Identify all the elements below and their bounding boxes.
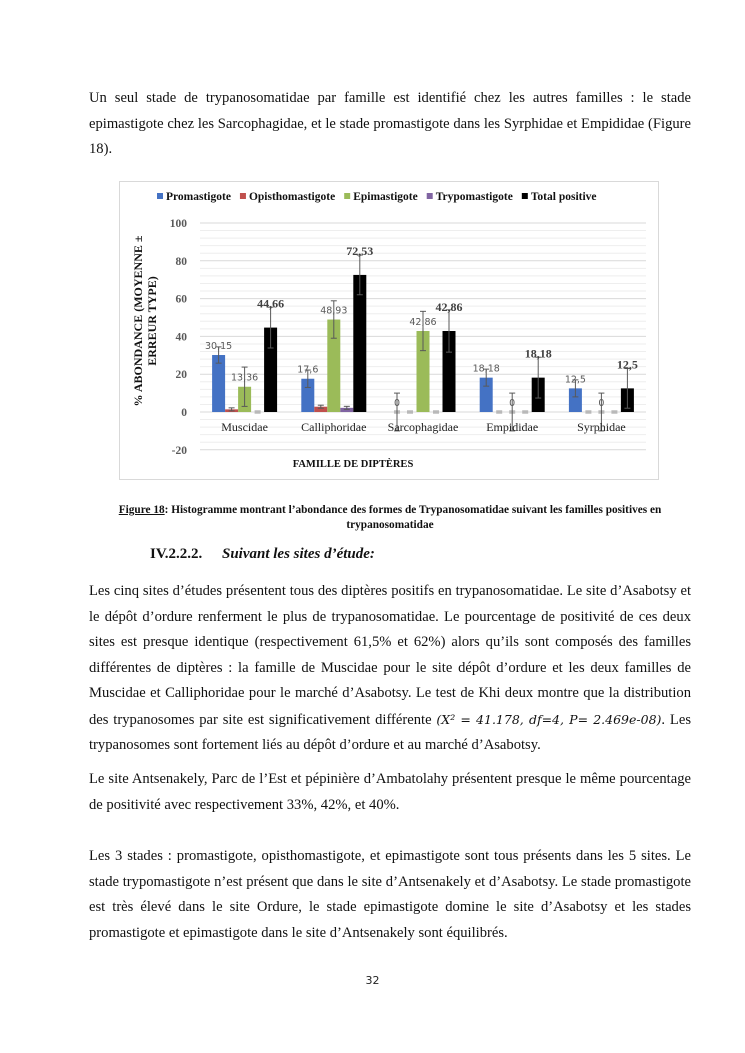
paragraph-sites-2: Le site Antsenakely, Parc de l’Est et pépinière d’Ambatolahy présentent presque le même pourcentage de positivité avec respectivement 33%, 42%, et 40%. <box>89 771 691 813</box>
bar-chart-svg <box>120 182 660 481</box>
y-tick-label: 80 <box>175 255 187 268</box>
section-heading <box>150 546 375 563</box>
paragraph-sites-1-text-b: . Les trypanosomes sont fortement liés au dépôt d’ordure et au marché d’Asabotsy. <box>89 711 692 753</box>
figure-caption <box>89 503 691 533</box>
x-category-label: Calliphoridae <box>301 420 367 434</box>
y-tick-label: 40 <box>175 331 187 344</box>
data-label: 18,18 <box>524 346 552 361</box>
paragraph-sites-1-text-a: Les cinq sites d’études présentent tous des diptères positifs en trypanosomatidae. Le site d’Asabotsy et le dépôt d’ordure renferment le plus de trypanosomatidae. Le pourcentage de positivité de ces deux sites est presque identique (respectivement 61,5% et 62%) alors qu’ils sont composés des familles différentes de diptères : la famille de Muscidae pour le site dépôt d’ordure et les deux familles de Muscidae et Calliphoridae pour le marché d’Asabotsy. Le test de Khi deux montre que la distribution des trypanosomes par site est significativement différente <box>89 583 691 728</box>
chi-square-stat: (X² = 41.178, df=4, P= 2.469e-08) <box>436 711 662 727</box>
data-label: 12,5 <box>616 357 638 372</box>
paragraph-sites-3: Les 3 stades : promastigote, opisthomastigote, et epimastigote sont tous présents dans les 5 sites. Le stade trypomastigote n’est présent que dans le site d’Antsenakely et d’Asabotsy. Le stade promastigote est très élevé dans le site Ordure, le stade epimastigote domine le site d’Asabotsy et les stades promastigote et epimastigote dans le site d’Antsenakely sont équilibrés. <box>89 848 691 941</box>
data-label: 18,18 <box>472 363 500 375</box>
legend-swatch <box>157 193 163 199</box>
data-label: 0 <box>509 398 516 409</box>
data-label: 30,15 <box>204 341 233 353</box>
data-label: 13,36 <box>230 372 259 384</box>
y-tick-label: 20 <box>175 369 187 382</box>
y-tick-label: -20 <box>171 444 187 457</box>
data-label: 42,86 <box>435 299 463 314</box>
legend-swatch <box>522 193 528 199</box>
y-tick-label: 100 <box>169 218 187 230</box>
section-title: Suivant les sites d’étude: <box>222 546 375 562</box>
figure-18-chart <box>119 181 659 480</box>
data-label: 44,66 <box>257 296 285 311</box>
bar <box>353 275 366 412</box>
data-label: 17,6 <box>297 364 319 376</box>
data-label: 0 <box>393 398 401 409</box>
x-category-label: Sarcophagidae <box>387 420 459 434</box>
legend-label: Promastigote <box>166 191 231 203</box>
legend-swatch <box>344 193 350 199</box>
page-number: 32 <box>365 974 380 987</box>
legend-swatch <box>240 193 246 199</box>
figure-label: Figure 18 <box>118 504 165 516</box>
data-label: 0 <box>598 398 605 409</box>
legend-label: Total positive <box>530 191 597 203</box>
legend-label: Opisthomastigote <box>248 191 336 203</box>
paragraph-intro: Un seul stade de trypanosomatidae par famille est identifié chez les autres familles : le stade epimastigote chez les Sarcophagidae, et le stade promastigote dans les Syrphidae et Empididae (Figure 18). <box>89 90 691 157</box>
y-tick-label: 60 <box>175 293 187 306</box>
x-category-label: Syrphidae <box>577 420 626 434</box>
legend-label: Trypomastigote <box>435 191 513 203</box>
x-axis-title: FAMILLE DE DIPTÈRES <box>292 459 414 470</box>
legend-swatch <box>427 193 433 199</box>
figure-caption-text: : Histogramme montrant l’abondance des formes de Trypanosomatidae suivant les familles positives en trypanosomatidae <box>164 504 662 531</box>
data-label: 48,93 <box>320 305 348 317</box>
x-category-label: Empididae <box>486 420 539 434</box>
data-label: 12,5 <box>564 374 586 386</box>
data-label: 72,53 <box>346 243 374 258</box>
legend-label: Epimastigote <box>353 191 418 203</box>
data-label: 42,86 <box>409 316 437 328</box>
y-tick-label: 0 <box>181 407 187 419</box>
x-category-label: Muscidae <box>221 420 268 434</box>
y-axis-title: % ABONDANCE (MOYENNE ±ERREUR TYPE) <box>131 235 159 407</box>
paragraph-sites-1 <box>89 579 691 759</box>
section-number: IV.2.2.2. <box>150 546 203 562</box>
